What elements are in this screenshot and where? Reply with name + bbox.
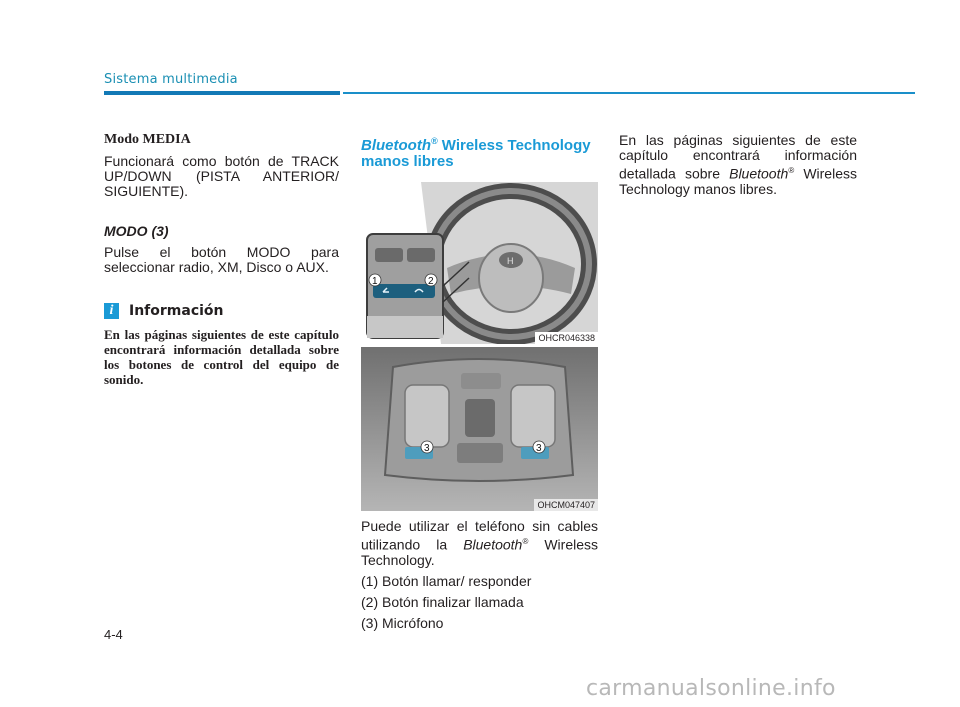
info-title: Información — [129, 303, 224, 319]
right-lamp — [511, 385, 555, 447]
wheel-logo: H — [507, 256, 514, 266]
section-title: Sistema multimedia — [104, 72, 238, 87]
figure-code-1: OHCR046338 — [535, 332, 598, 344]
steering-wheel-figure — [361, 182, 598, 344]
media-mode-text: Funcionará como botón de TRACK UP/DOWN (PISTA ANTERIOR/ SIGUIENTE). — [104, 153, 339, 199]
page-number: 4-4 — [104, 627, 123, 642]
media-mode-heading: Modo MEDIA — [104, 132, 191, 147]
column-middle — [361, 133, 598, 637]
steering-wheel-illustration — [361, 182, 598, 344]
sunroof-switch — [465, 399, 495, 437]
overhead-console-figure — [361, 347, 598, 511]
overhead-console-illustration — [361, 347, 598, 511]
list-item: (3) Micrófono — [361, 614, 444, 631]
bluetooth-heading-brand: Bluetooth — [361, 137, 431, 154]
bluetooth-description — [361, 519, 598, 568]
more-info-post: Wireless Technology manos libres. — [619, 165, 857, 197]
info-icon: i — [104, 303, 119, 319]
more-info-reg: ® — [788, 166, 795, 175]
mode-text: Pulse el botón MODO para seleccionar radio, XM, Disco o AUX. — [104, 244, 339, 275]
callout-3-left-label: 3 — [424, 443, 430, 454]
mode-heading: MODO (3) — [104, 223, 169, 239]
bluetooth-heading — [361, 133, 598, 170]
bluetooth-description-post: Wireless Technology. — [361, 536, 599, 568]
bluetooth-heading-rest: Wireless Technology manos libres — [361, 137, 591, 170]
header-bar-thin — [343, 92, 915, 94]
left-lamp — [405, 385, 449, 447]
bluetooth-more-info — [619, 133, 857, 197]
bluetooth-description-brand: Bluetooth — [463, 536, 523, 553]
column-right — [619, 133, 857, 197]
column-left — [104, 132, 339, 387]
bluetooth-description-reg: ® — [522, 537, 529, 546]
call-buttons — [373, 284, 435, 298]
registered-mark: ® — [430, 136, 438, 146]
info-text: En las páginas siguientes de este capítulo encontrará información detallada sobre los botones de control del equipo de sonido. — [104, 327, 339, 387]
header-bar-thick — [104, 91, 340, 95]
callout-2-label: 2 — [428, 276, 434, 287]
watermark: carmanualsonline.info — [586, 676, 836, 701]
more-info-brand: Bluetooth — [729, 165, 789, 182]
figure-code-2: OHCM047407 — [534, 499, 598, 511]
list-item: (1) Botón llamar/ responder — [361, 572, 532, 589]
more-info-pre: En las páginas siguientes de este capítulo encontrará información detallada sobre — [619, 132, 857, 182]
callout-1-label: 1 — [372, 276, 378, 287]
info-header — [104, 303, 339, 319]
callout-3-right-label: 3 — [536, 443, 542, 454]
center-buttons — [461, 373, 501, 389]
list-item: (2) Botón finalizar llamada — [361, 593, 524, 610]
bluetooth-description-pre: Puede utilizar el teléfono sin cables utilizando la — [361, 518, 598, 553]
